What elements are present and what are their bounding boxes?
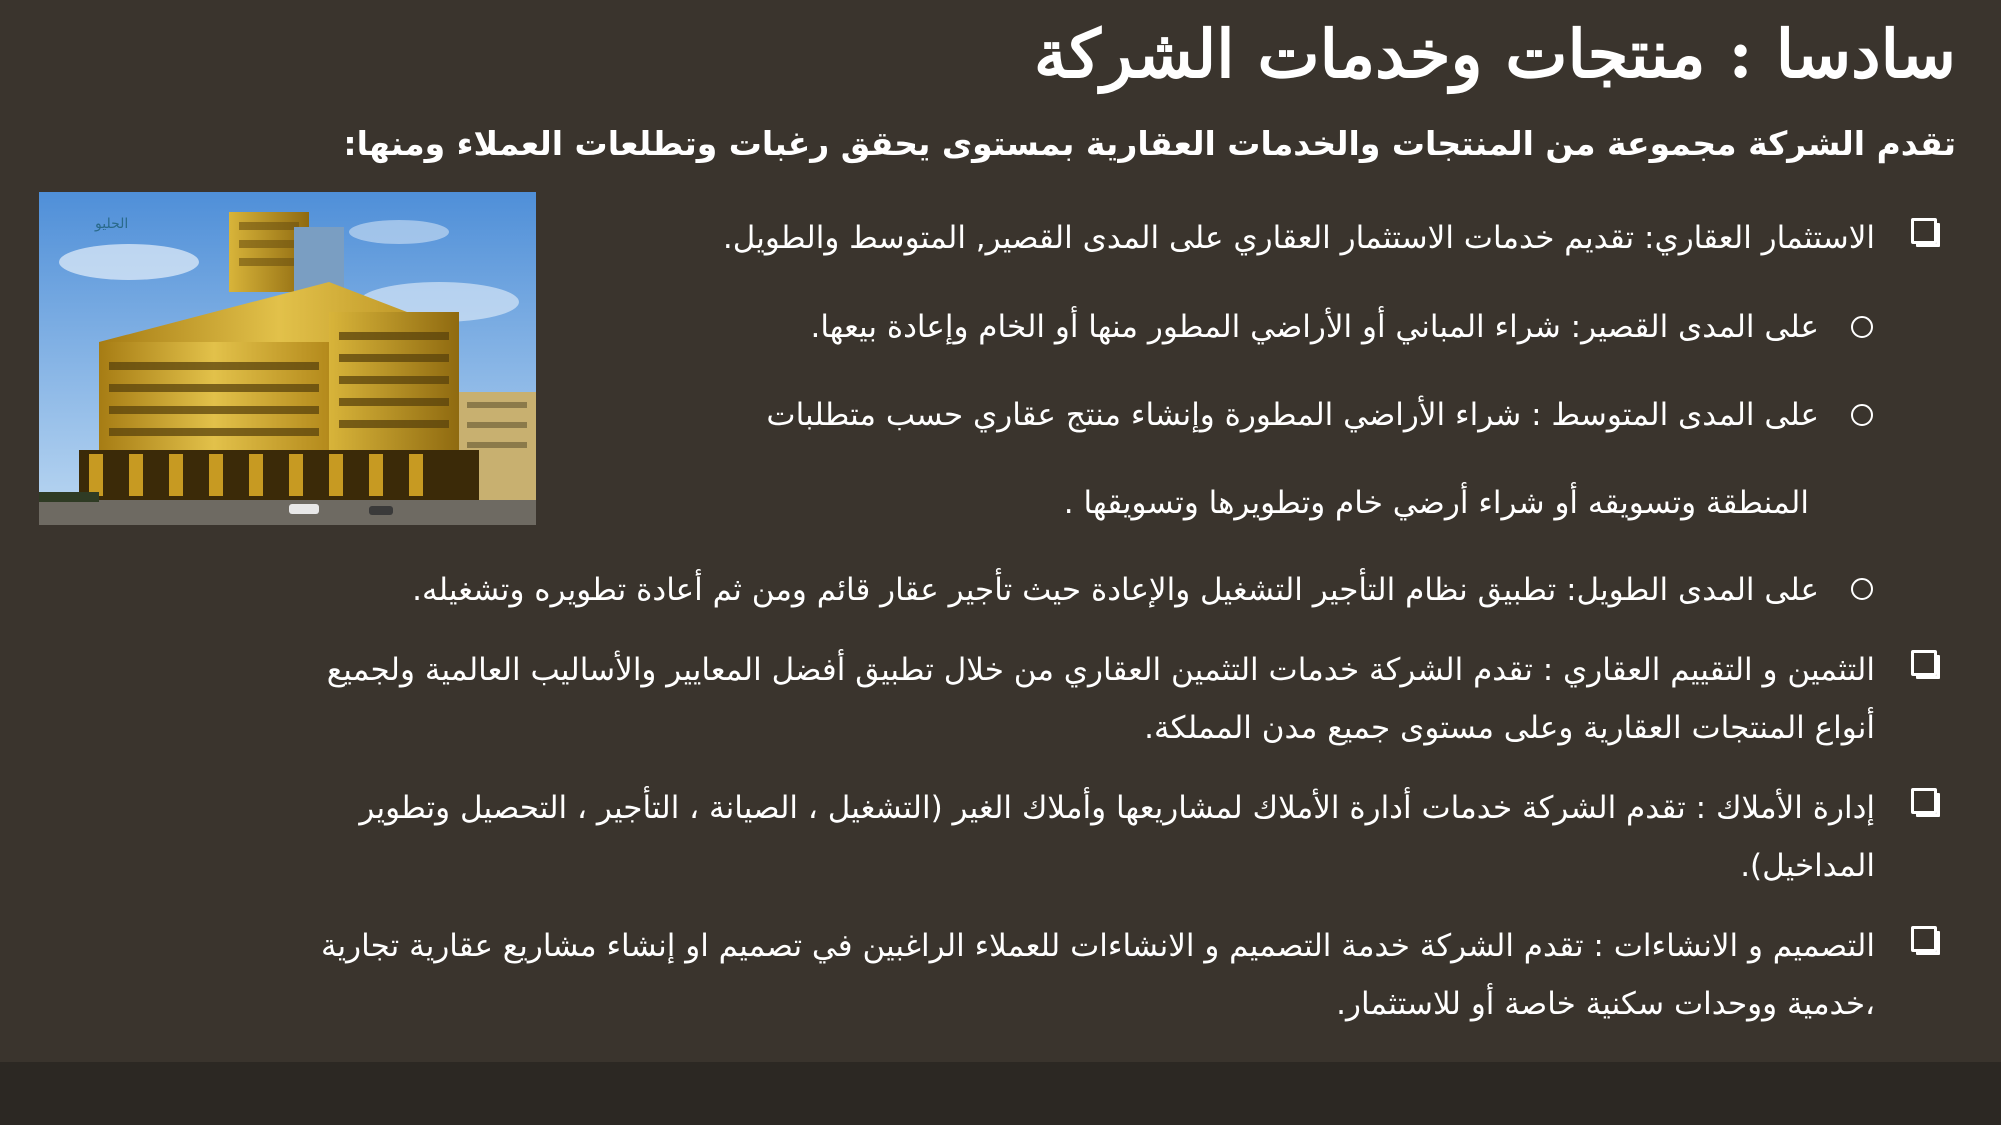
circle-bullet-icon	[1851, 316, 1873, 338]
building-photo	[39, 192, 536, 525]
footer-band	[0, 1062, 2001, 1125]
item-design-line-1: التصميم و الانشاءات : تقدم الشركة خدمة التصميم و الانشاءات للعملاء الراغبين في تصميم او إنشاء مشاريع عقارية تجارية	[320, 928, 1875, 964]
item-design-line-2: ،خدمية ووحدات سكنية خاصة أو للاستثمار.	[1336, 986, 1875, 1022]
item-valuation-line-2: أنواع المنتجات العقارية وعلى مستوى جميع مدن المملكة.	[1144, 710, 1875, 746]
item-short-term-line-1: على المدى القصير: شراء المباني أو الأراضي المطور منها أو الخام وإعادة بيعها.	[810, 309, 1819, 345]
item-valuation-line-1: التثمين و التقييم العقاري : تقدم الشركة خدمات التثمين العقاري من خلال تطبيق أفضل المعايير والأساليب العالمية ولجميع	[326, 652, 1875, 688]
intro-text: تقدم الشركة مجموعة من المنتجات والخدمات العقارية بمستوى يحقق رغبات وتطلعات العملاء ومنها:	[343, 124, 1956, 163]
slide-title: سادسا : منتجات وخدمات الشركة	[1034, 15, 1956, 93]
item-property-mgmt-line-2: المداخيل).	[1740, 848, 1875, 884]
checkbox-bullet-icon	[1911, 218, 1937, 244]
watermark-text: الحليو	[95, 216, 129, 232]
item-long-term-line-1: على المدى الطويل: تطبيق نظام التأجير التشغيل والإعادة حيث تأجير عقار قائم ومن ثم أعادة تطويره وتشغيله.	[412, 572, 1819, 608]
circle-bullet-icon	[1851, 404, 1873, 426]
checkbox-bullet-icon	[1911, 926, 1937, 952]
item-investment-line-1: الاستثمار العقاري: تقديم خدمات الاستثمار العقاري على المدى القصير, المتوسط والطويل.	[722, 220, 1875, 256]
checkbox-bullet-icon	[1911, 650, 1937, 676]
item-mid-term-line-2: المنطقة وتسويقه أو شراء أرضي خام وتطويرها وتسويقها .	[1063, 485, 1809, 521]
item-mid-term-line-1: على المدى المتوسط : شراء الأراضي المطورة وإنشاء منتج عقاري حسب متطلبات	[766, 397, 1819, 433]
checkbox-bullet-icon	[1911, 788, 1937, 814]
item-property-mgmt-line-1: إدارة الأملاك : تقدم الشركة خدمات أدارة الأملاك لمشاريعها وأملاك الغير (التشغيل ، الصيانة ، التأجير ، التحصيل وتطوير	[359, 790, 1875, 826]
circle-bullet-icon	[1851, 578, 1873, 600]
